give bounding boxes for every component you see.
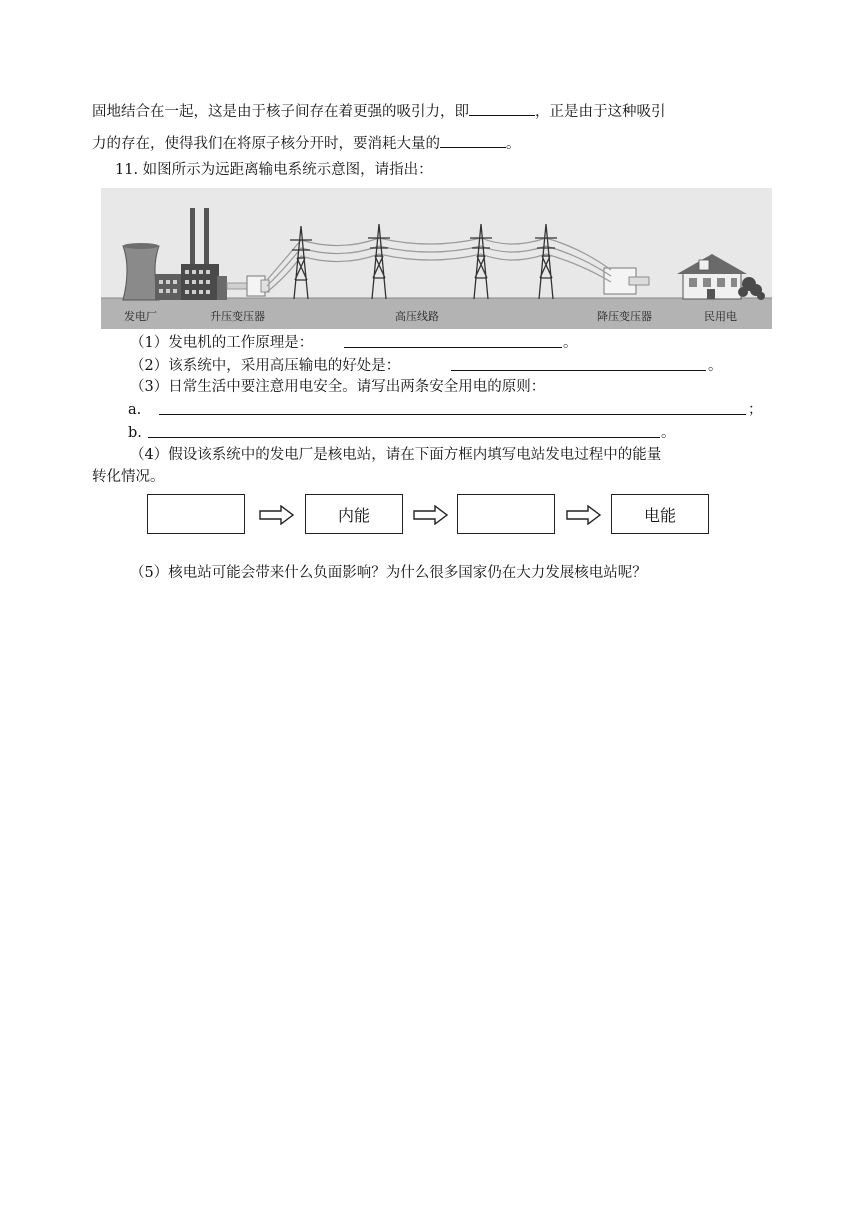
question-number: 11.	[115, 162, 139, 178]
subquestion-2	[130, 356, 400, 376]
cooling-tower-icon	[123, 243, 159, 300]
label-step-up-transformer: 升压变压器	[210, 310, 265, 323]
subquestion-4-line-2: 转化情况。	[92, 469, 165, 485]
question-stem: 如图所示为远距离输电系统示意图，请指出：	[142, 162, 433, 178]
arrow-right-icon	[413, 505, 449, 525]
subquestion-4-line-1: （4）假设该系统中的发电厂是核电站，请在下面方框内填写电站发电过程中的能量	[130, 447, 662, 463]
intro-text-1b: ，正是由于这种吸引	[535, 104, 666, 120]
subquestion-3-label: （3）日常生活中要注意用电安全。请写出两条安全用电的原则：	[130, 379, 546, 395]
question-11-stem	[115, 160, 433, 180]
subquestion-3a-end: ；	[748, 402, 763, 418]
subquestion-1	[130, 333, 313, 353]
blank-nuclear-force[interactable]	[469, 101, 535, 116]
intro-line-2	[92, 133, 521, 154]
intro-text-1a: 固地结合在一起，这是由于核子间存在着更强的吸引力，即	[92, 104, 469, 120]
arrow-right-icon	[259, 505, 295, 525]
subquestion-3a-label: a.	[128, 402, 142, 418]
subquestion-2-end: 。	[708, 358, 723, 374]
label-power-plant: 发电厂	[124, 310, 157, 323]
answer-line-2[interactable]	[451, 370, 706, 371]
label-step-down-transformer: 降压变压器	[597, 310, 652, 323]
flow-box-4-text: 电能	[643, 505, 676, 525]
subquestion-1-end: 。	[563, 335, 578, 351]
subquestion-3b-label: b.	[128, 425, 142, 441]
subquestion-2-label: （2）该系统中，采用高压输电的好处是：	[130, 358, 401, 374]
flow-box-3[interactable]	[457, 494, 555, 534]
subquestion-1-label: （1）发电机的工作原理是：	[130, 335, 314, 351]
intro-line-1	[92, 101, 666, 122]
intro-text-2b: 。	[506, 136, 521, 152]
flow-box-4	[611, 494, 709, 534]
label-high-voltage-line: 高压线路	[395, 310, 439, 323]
flow-box-2-text: 内能	[337, 505, 370, 525]
arrow-right-icon	[566, 505, 602, 525]
transmission-figure	[101, 188, 772, 329]
intro-text-2a: 力的存在，使得我们在将原子核分开时，要消耗大量的	[92, 136, 440, 152]
flow-box-2	[305, 494, 403, 534]
answer-line-1[interactable]	[344, 347, 562, 348]
flow-box-1[interactable]	[147, 494, 245, 534]
label-household: 民用电	[704, 310, 737, 323]
answer-line-3a[interactable]	[159, 414, 746, 415]
subquestion-3	[130, 377, 545, 397]
subquestion-5: （5）核电站可能会带来什么负面影响？为什么很多国家仍在大力发展核电站呢？	[130, 565, 647, 581]
answer-line-3b[interactable]	[148, 437, 660, 438]
subquestion-3b-end: 。	[661, 425, 676, 441]
blank-energy[interactable]	[440, 133, 506, 148]
